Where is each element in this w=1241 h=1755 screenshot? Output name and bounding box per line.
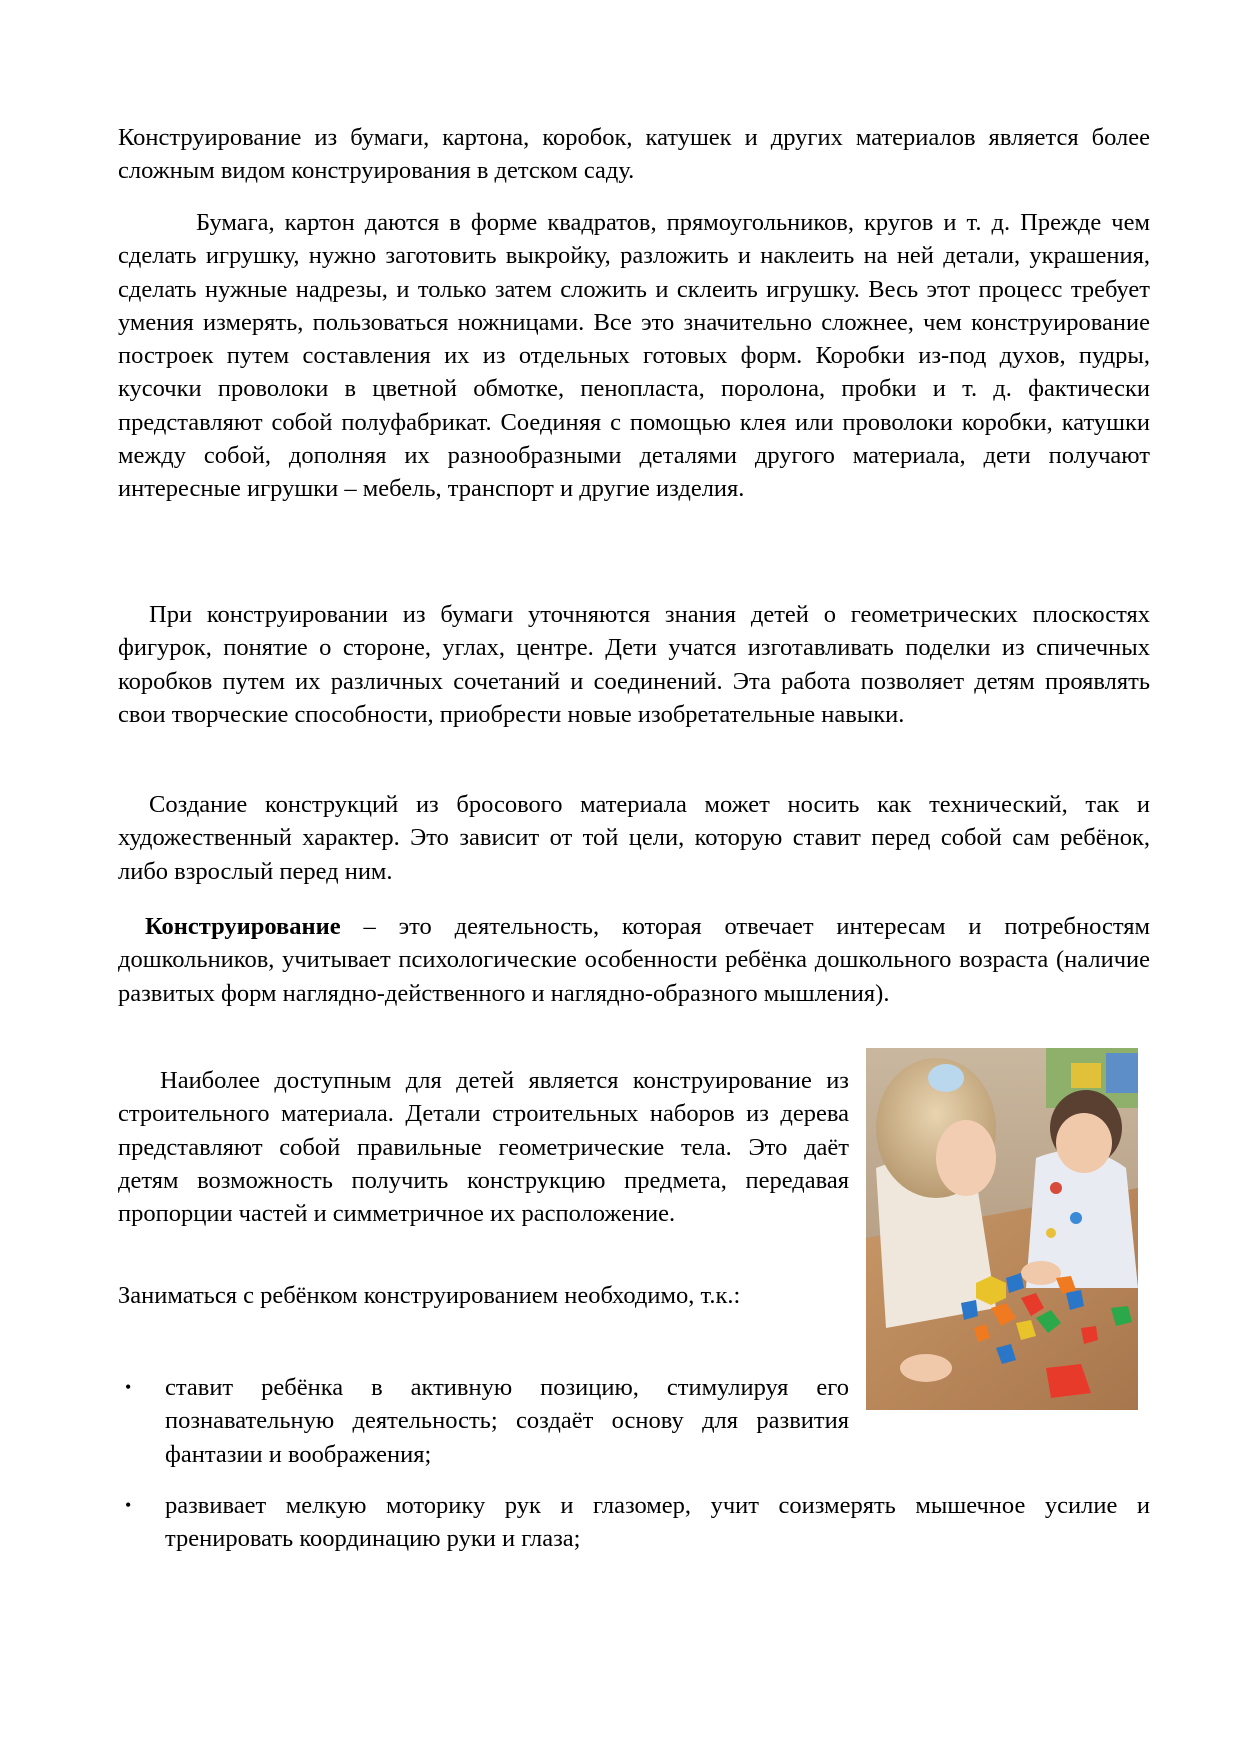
list-item-text: ставит ребёнка в активную позицию, стимулируя его познавательную деятельность; создаёт основу для развития фантазии и воображения; bbox=[165, 1374, 849, 1468]
paragraph-waste-material: Создание конструкций из бросового материала может носить как технический, так и художественный характер. Это зависит от той цели, которую ставит перед собой сам ребёнок, либо взрослый перед ним. bbox=[118, 791, 1150, 885]
term-construction: Конструирование bbox=[145, 913, 341, 940]
paragraph-paper-materials: Бумага, картон даются в форме квадратов, прямоугольников, кругов и т. д. Прежде чем сделать игрушку, нужно заготовить выкройку, разложить и наклеить на ней детали, украшения, сделать нужные надрезы, и только затем сложить и склеить игрушку. Весь этот процесс требует умения измерять, пользоваться ножницами. Все это значительно сложнее, чем конструирование построек путем составления их из отдельных готовых форм. Коробки из-под духов, пудры, кусочки проволоки в цветной обмотке, пенопласта, поролона, пробки и т. д. фактически представляют собой полуфабрикат. Соединяя с помощью клея или проволоки коробки, катушки между собой, дополняя их разнообразными деталями другого материала, дети получают интересные игрушки – мебель, транспорт и другие изделия. bbox=[118, 209, 1150, 503]
definition-text: – это деятельность, которая отвечает интересам и потребностям дошкольников, учитывает психологические особенности ребёнка дошкольного возраста (наличие развитых форм наглядно-действенного и наглядно-образного мышления). bbox=[118, 913, 1150, 1007]
paragraph-geometric-knowledge: При конструировании из бумаги уточняются знания детей о геометрических плоскостях фигурок, понятие о стороне, углах, центре. Дети учатся изготавливать поделки из спичечных коробков путем их различных сочетаний и соединений. Эта работа позволяет детям проявлять свои творческие способности, приобрести новые изобретательные навыки. bbox=[118, 601, 1150, 728]
paragraph-why-construct: Заниматься с ребёнком конструированием необходимо, т.к.: bbox=[118, 1282, 741, 1309]
bullet-icon: • bbox=[125, 1377, 132, 1397]
children-playing-photo bbox=[866, 1048, 1138, 1410]
list-item-text: развивает мелкую моторику рук и глазомер, учит соизмерять мышечное усилие и тренировать координацию руки и глаза; bbox=[165, 1492, 1150, 1553]
bullet-icon: • bbox=[125, 1495, 132, 1515]
paragraph-paper-construction-intro: Конструирование из бумаги, картона, коробок, катушек и других материалов является более сложным видом конструирования в детском саду. bbox=[118, 124, 1150, 185]
paragraph-construction-definition bbox=[118, 910, 1150, 1010]
paragraph-building-material: Наиболее доступным для детей является конструирование из строительного материала. Детали строительных наборов из дерева представляют собой правильные геометрические тела. Это даёт детям возможность получить конструкцию предмета, передавая пропорции частей и симметричное их расположение. bbox=[118, 1067, 849, 1228]
